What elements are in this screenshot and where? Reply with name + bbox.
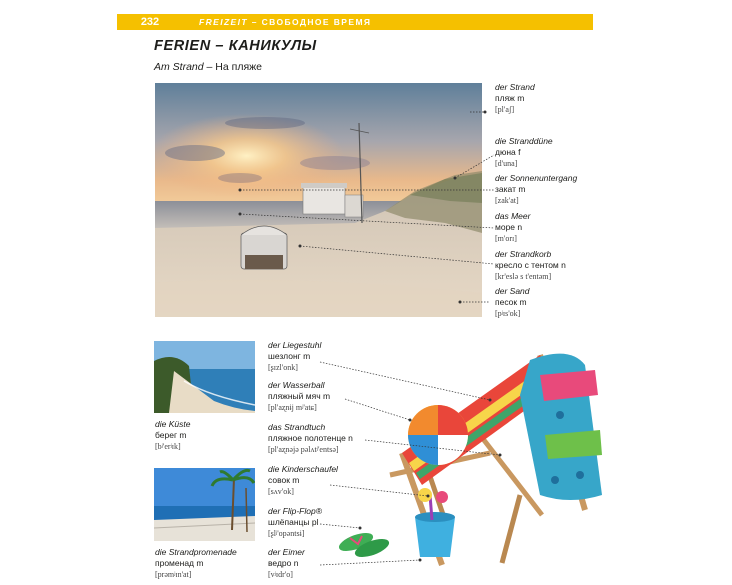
label-strand <box>495 82 535 115</box>
label-transcription: [vʲɪdr'o] <box>268 570 293 579</box>
label-transcription: [prəmʲɪn'at] <box>155 570 192 579</box>
label-ru: кресло с тентом n <box>495 260 566 270</box>
label-ru: ведро n <box>268 558 299 568</box>
label-de: der Strandkorb <box>495 249 552 259</box>
label-ru: дюна f <box>495 147 521 157</box>
label-kinderschaufel <box>268 464 338 497</box>
label-transcription: [pl'aʐnəjə pəlʌtʲ'entsə] <box>268 445 339 454</box>
label-meer <box>495 211 530 244</box>
label-ru: променад m <box>155 558 204 568</box>
label-de: der Flip-Flop® <box>268 506 322 516</box>
section-ru: СВОБОДНОЕ ВРЕМЯ <box>261 17 372 27</box>
label-transcription: [zak'at] <box>495 196 519 205</box>
section-separator: – <box>247 17 262 27</box>
label-de: der Liegestuhl <box>268 340 322 350</box>
label-strandtuch <box>268 422 353 455</box>
subtitle-ru: На пляже <box>215 61 262 73</box>
label-stranddune <box>495 136 553 169</box>
label-eimer <box>268 547 305 580</box>
label-de: der Sand <box>495 286 530 296</box>
label-transcription: [pl'aʃ] <box>495 105 515 114</box>
label-transcription: [pl'aʐnɨj mʲ'atɕ] <box>268 403 317 412</box>
label-transcription: [ʂɪzl'onk] <box>268 363 298 372</box>
label-ru: пляжное полотенце n <box>268 433 353 443</box>
label-strandkorb <box>495 249 566 282</box>
subtitle-de: Am Strand <box>154 61 204 73</box>
label-ru: закат m <box>495 184 526 194</box>
label-de: die Strandpromenade <box>155 547 237 557</box>
label-flip-flop <box>268 506 322 539</box>
label-transcription: [kr'eslə s t'entəm] <box>495 272 552 281</box>
page-number: 232 <box>117 14 183 30</box>
subtitle-separator: – <box>203 61 216 73</box>
label-liegestuhl <box>268 340 321 373</box>
label-de: die Stranddüne <box>495 136 553 146</box>
label-transcription: [ʂlʲ'opəntsɨ] <box>268 529 305 538</box>
label-de: das Strandtuch <box>268 422 326 432</box>
label-ru: пляж m <box>495 93 525 103</box>
label-ru: шлёпанцы pl <box>268 517 319 527</box>
label-ru: шезлонг m <box>268 351 311 361</box>
label-ru: море n <box>495 222 523 232</box>
caption-kueste <box>155 419 190 452</box>
label-ru: берег m <box>155 430 187 440</box>
label-ru: пляжный мяч m <box>268 391 331 401</box>
label-transcription: [bʲ'erʲɪk] <box>155 442 181 451</box>
label-de: der Sonnenuntergang <box>495 173 578 183</box>
label-de: das Meer <box>495 211 531 221</box>
label-de: die Kinderschaufel <box>268 464 338 474</box>
label-ru: песок m <box>495 297 527 307</box>
label-de: der Eimer <box>268 547 305 557</box>
label-transcription: [m'orɪ] <box>495 234 517 243</box>
label-transcription: [sʌv'ok] <box>268 487 294 496</box>
label-sand <box>495 286 530 319</box>
label-transcription: [pʲɪs'ok] <box>495 309 521 318</box>
label-de: der Strand <box>495 82 535 92</box>
label-de: der Wasserball <box>268 380 325 390</box>
label-sonnenuntergang <box>495 173 577 206</box>
caption-strandpromenade <box>155 547 237 580</box>
label-wasserball <box>268 380 330 413</box>
label-transcription: [d'una] <box>495 159 518 168</box>
label-ru: совок m <box>268 475 300 485</box>
section-de: FREIZEIT <box>199 17 248 27</box>
label-de: die Küste <box>155 419 191 429</box>
page-title: FERIEN – КАНИКУЛЫ <box>154 38 317 54</box>
